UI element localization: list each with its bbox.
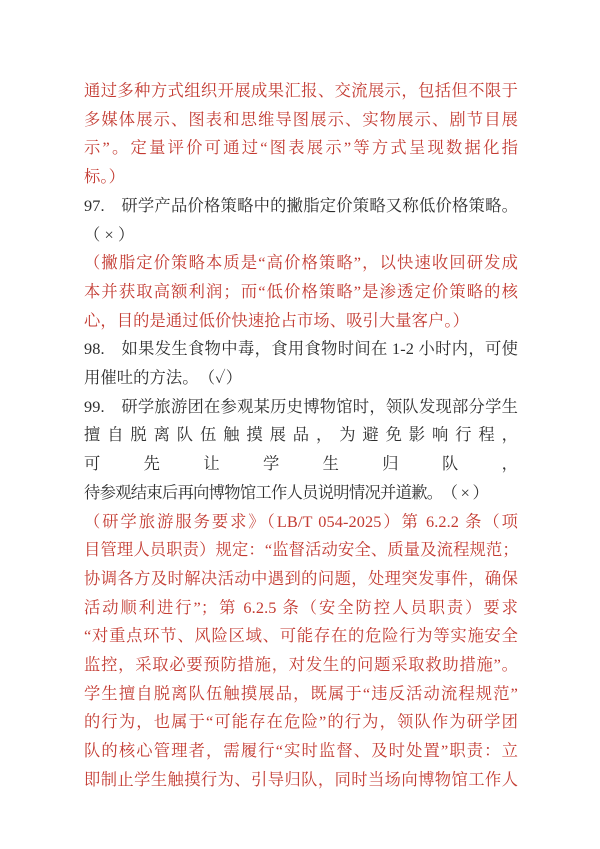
text-line-q96-explanation-line-1: 通过多种方式组织开展成果汇报、交流展示，包括但不限于	[84, 81, 518, 100]
text-line-q99-explanation-line-3: 协调各方及时解决活动中遇到的问题，处理突发事件，确保	[84, 568, 518, 588]
text-line-q97-question-line-1: 97. 研学产品价格策略中的撇脂定价策略又称低价格策略。	[84, 195, 518, 215]
text-line-q99-explanation-line-10: 即制止学生触摸行为、引导归队，同时当场向博物馆工作人	[84, 769, 518, 789]
text-line-q99-question-line-2: 擅自脱离队伍触摸展品，为避免影响行程，可先让学生归队，	[84, 425, 518, 474]
text-line-q96-explanation-line-4: 标。）	[84, 167, 125, 187]
text-line-q97-answer: （ × ）	[84, 224, 135, 244]
text-line-q97-explanation-line-2: 本并获取高额利润；而“低价格策略”是渗透定价策略的核	[84, 281, 518, 301]
text-line-q98-question-line-2: 用催吐的方法。 （✓）	[84, 368, 243, 388]
text-line-q99-explanation-line-9: 队的核心管理者，需履行“实时监督、及时处置”职责：立	[84, 741, 518, 761]
text-line-q99-explanation-line-6: 监控，采取必要预防措施，对发生的问题采取救助措施”。	[84, 655, 518, 675]
text-line-q98-question-line-1: 98. 如果发生食物中毒，食用食物时间在 1-2 小时内，可使	[84, 339, 518, 359]
text-line-q97-explanation-line-1: （撇脂定价策略本质是“高价格策略”，以快速收回研发成	[84, 253, 518, 273]
text-line-q99-explanation-line-7: 学生擅自脱离队伍触摸展品，既属于“违反活动流程规范”	[84, 683, 518, 703]
text-line-q96-explanation-line-3: 示”。定量评价可通过“图表展示”等方式呈现数据化指	[84, 138, 518, 158]
text-line-q99-question-line-1: 99. 研学旅游团在参观某历史博物馆时，领队发现部分学生	[84, 396, 518, 416]
text-line-q96-explanation-line-2: 多媒体展示、图表和思维导图展示、实物展示、剧节目展	[84, 109, 518, 129]
text-line-q99-explanation-line-8: 的行为，也属于“可能存在危险”的行为，领队作为研学团	[84, 712, 518, 732]
text-block	[84, 77, 518, 795]
text-line-q99-explanation-line-5: “对重点环节、风险区域、可能存在的危险行为等实施安全	[84, 626, 518, 646]
text-line-q97-explanation-line-3: 心，目的是通过低价快速抢占市场、吸引大量客户。）	[84, 310, 470, 330]
text-line-q99-explanation-line-1: （研学旅游服务要求》（LB/T 054-2025）第 6.2.2 条（项	[84, 511, 518, 531]
text-line-q99-question-line-3: 待参观结束后再向博物馆工作人员说明情况并道歉。 （ × ）	[84, 482, 489, 502]
text-line-q99-explanation-line-2: 目管理人员职责）规定：“监督活动安全、质量及流程规范；	[84, 540, 518, 560]
text-line-q99-explanation-line-4: 活动顺利进行”；第 6.2.5 条（安全防控人员职责）要求	[84, 597, 518, 617]
